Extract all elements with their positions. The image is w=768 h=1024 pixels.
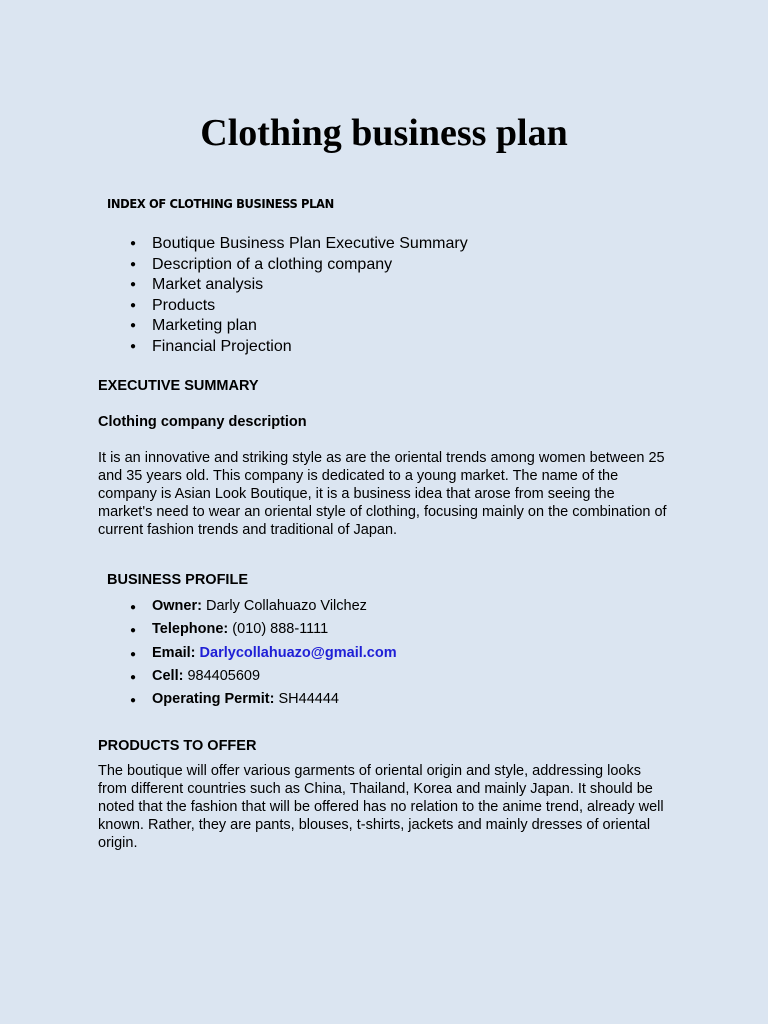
index-item — [127, 255, 468, 276]
email-label: Email: — [152, 644, 196, 661]
bullet-icon: ● — [130, 695, 137, 707]
bullet-icon: ● — [130, 671, 137, 683]
profile-email — [127, 642, 397, 665]
index-item — [127, 337, 468, 358]
products-heading: PRODUCTS TO OFFER — [98, 738, 257, 754]
executive-summary-heading: EXECUTIVE SUMMARY — [98, 378, 259, 394]
bullet-icon: ● — [130, 648, 137, 660]
company-description-heading: Clothing company description — [98, 414, 307, 430]
bullet-icon: ● — [130, 320, 137, 331]
permit-value: SH44444 — [278, 691, 339, 708]
index-list — [127, 234, 468, 357]
index-item-label: Marketing plan — [152, 317, 257, 334]
telephone-label: Telephone: — [152, 621, 229, 638]
profile-telephone — [127, 618, 397, 641]
bullet-icon: ● — [130, 279, 137, 290]
index-item — [127, 234, 468, 255]
index-item — [127, 296, 468, 317]
cell-label: Cell: — [152, 667, 184, 684]
business-profile-heading: BUSINESS PROFILE — [107, 572, 248, 588]
company-description-paragraph: It is an innovative and striking style as are the oriental trends among women between 25 and 35 years old. This company is dedicated to a young market. The name of the company is Asian Look Boutique, it is a business idea that arose from seeing the market's need to wear an oriental style of clothing, focusing mainly on the combination of current fashion trends and traditional of Japan. — [98, 450, 667, 538]
profile-operating-permit — [127, 688, 397, 711]
index-item-label: Financial Projection — [152, 337, 292, 355]
profile-cell — [127, 665, 397, 688]
owner-value: Darly Collahuazo Vilchez — [205, 598, 367, 614]
index-item-label: Description of a clothing company — [152, 255, 393, 273]
permit-label: Operating Permit: — [152, 691, 275, 708]
email-link[interactable]: Darlycollahuazo@gmail.com — [199, 644, 397, 661]
index-item-label: Products — [152, 296, 216, 314]
bullet-icon: ● — [130, 299, 137, 311]
index-heading: INDEX OF CLOTHING BUSINESS PLAN — [107, 196, 334, 211]
profile-owner — [127, 595, 397, 618]
bullet-icon: ● — [130, 238, 137, 249]
document-title: Clothing business plan — [200, 112, 568, 154]
index-item — [127, 275, 468, 296]
business-profile-list — [127, 595, 397, 711]
products-paragraph: The boutique will offer various garments of oriental origin and style, addressing looks from different countries such as China, Thailand, Korea and mainly Japan. It should be noted that the fashion that will be offered has no relation to the anime trend, already well known. Rather, they are pants, blouses, t-shirts, jackets and mainly dresses of oriental origin. — [98, 763, 664, 851]
bullet-icon: ● — [130, 340, 137, 352]
index-item-label: Market analysis — [152, 276, 264, 293]
bullet-icon: ● — [130, 258, 137, 270]
telephone-value: (010) 888-1111 — [232, 621, 329, 638]
bullet-icon: ● — [130, 602, 137, 613]
owner-label: Owner: — [152, 598, 202, 614]
bullet-icon: ● — [130, 625, 137, 637]
index-item-label: Boutique Business Plan Executive Summary — [152, 235, 468, 252]
cell-value: 984405609 — [187, 667, 261, 684]
index-item — [127, 316, 468, 337]
